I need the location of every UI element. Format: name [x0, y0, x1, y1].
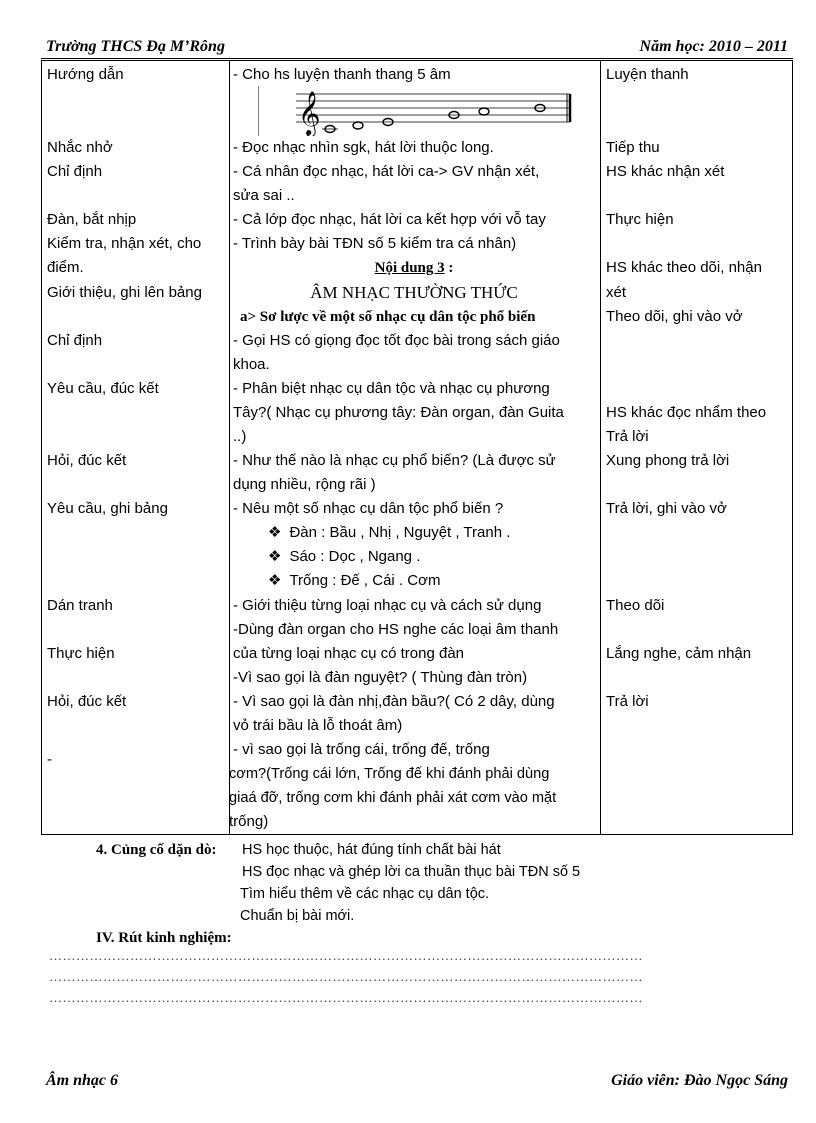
student-activity: Lắng nghe, cảm nhận [606, 645, 752, 662]
teacher-activity: Nhắc nhở [47, 139, 113, 156]
student-activity: HS khác theo dõi, nhận [606, 259, 762, 276]
content-line: - vì sao gọi là trống cái, trống đế, trống [233, 741, 490, 758]
consolidation-line: Tìm hiểu thêm về các nhạc cụ dân tộc. [240, 886, 490, 902]
teacher-activity: Đàn, bắt nhịp [47, 211, 137, 228]
content-line: ..) [233, 428, 247, 445]
dotted-line: …………………………………………………………………………………………………………………… [49, 948, 643, 963]
header-school: Trường THCS Đạ M’Rông [46, 38, 225, 55]
subsection-title: a> Sơ lược về một số nhạc cụ dân tộc phổ biến [240, 309, 536, 325]
column-divider [600, 61, 601, 834]
dotted-line: …………………………………………………………………………………………………………………… [49, 990, 643, 1005]
consolidation-line: Chuẩn bị bài mới. [240, 908, 355, 924]
student-activity: Trả lời [606, 693, 649, 710]
treble-clef-icon: 𝄞 [298, 91, 321, 135]
content-heading [229, 256, 599, 280]
student-activity: Luyện thanh [606, 66, 689, 83]
student-activity: Trả lời, ghi vào vở [606, 500, 727, 517]
content-line: -Dùng đàn organ cho HS nghe các loại âm thanh [233, 621, 559, 638]
content-line: giaá đỡ, trống cơm khi đánh phải xát cơm vào mặt [229, 790, 557, 806]
content-line: - Như thế nào là nhạc cụ phổ biến? (Là được sử [233, 452, 556, 469]
content-line: -Vì sao gọi là đàn nguyệt? ( Thùng đàn tròn) [233, 669, 528, 686]
content-line: khoa. [233, 356, 270, 373]
bullet-item [268, 569, 440, 593]
teacher-activity: Hỏi, đúc kết [47, 452, 127, 469]
teacher-activity: Dán tranh [47, 597, 113, 614]
section-title: ÂM NHẠC THƯỜNG THỨC [310, 283, 518, 302]
footer-teacher: Giáo viên: Đào Ngọc Sáng [611, 1072, 788, 1089]
content-line: - Cho hs luyện thanh thang 5 âm [233, 66, 451, 83]
student-activity: xét [606, 284, 627, 301]
header-rule [41, 58, 793, 59]
content-line: - Gọi HS có giọng đọc tốt đọc bài trong sách giáo [233, 332, 560, 349]
header-year: Năm học: 2010 – 2011 [639, 38, 788, 55]
content-line: cơm?(Trống cái lớn, Trống đế khi đánh phải dùng [229, 766, 550, 782]
note-a [479, 108, 489, 115]
bullet-text: Đàn : Bầu , Nhị , Nguyệt , Tranh . [289, 524, 511, 541]
content-line: - Cá nhân đọc nhạc, hát lời ca-> GV nhận xét, [233, 163, 540, 180]
teacher-activity: Hỏi, đúc kết [47, 693, 127, 710]
content-line: - Cả lớp đọc nhạc, hát lời ca kết hợp với vỗ tay [233, 211, 546, 228]
dotted-line: …………………………………………………………………………………………………………………… [49, 969, 643, 984]
content-line: - Phân biệt nhạc cụ dân tộc và nhạc cụ phương [233, 380, 550, 397]
diamond-bullet-icon: ❖ [268, 572, 282, 589]
content-line: - Giới thiệu từng loại nhạc cụ và cách sử dụng [233, 597, 542, 614]
teacher-activity: Hướng dẫn [47, 66, 124, 83]
bullet-item [268, 521, 510, 545]
teacher-activity: Giới thiệu, ghi lên bảng [47, 284, 202, 301]
content-line: - Vì sao gọi là đàn nhị,đàn bầu?( Có 2 dây, dùng [233, 693, 555, 710]
content-line: của từng loại nhạc cụ có trong đàn [233, 645, 465, 662]
bullet-text: Trống : Đế , Cái . Cơm [289, 572, 441, 589]
consolidation-line: HS đọc nhạc và ghép lời ca thuần thục bài TĐN số 5 [242, 864, 581, 880]
experience-label: IV. Rút kinh nghiệm: [96, 930, 232, 946]
student-activity: HS khác nhận xét [606, 163, 725, 180]
diamond-bullet-icon: ❖ [268, 524, 282, 541]
consolidation-line: HS học thuộc, hát đúng tính chất bài hát [242, 842, 501, 858]
student-activity: Thực hiện [606, 211, 674, 228]
student-activity: HS khác đọc nhẩm theo [606, 404, 767, 421]
teacher-activity: Chỉ định [47, 332, 103, 349]
teacher-activity: - [47, 751, 52, 768]
content-line: trống) [229, 813, 269, 830]
content-line: - Đọc nhạc nhìn sgk, hát lời thuộc long. [233, 139, 494, 156]
teacher-activity: Chỉ định [47, 163, 103, 180]
content-line: dụng nhiều, rộng rãi ) [233, 476, 376, 493]
teacher-activity: Yêu cầu, ghi bảng [47, 500, 168, 517]
student-activity: Tiếp thu [606, 139, 660, 156]
content-line: - Trình bày bài TĐN số 5 kiểm tra cá nhân) [233, 235, 517, 252]
student-activity: Theo dõi [606, 597, 665, 614]
music-staff [258, 86, 573, 136]
content-line: sửa sai .. [233, 187, 295, 204]
content-title-colon: : [444, 260, 454, 276]
content-line: vỏ trái bầu là lỗ thoát âm) [233, 717, 403, 734]
consolidation-label: 4. Củng cố dặn dò: [96, 842, 217, 858]
diamond-bullet-icon: ❖ [268, 548, 282, 565]
footer-subject: Âm nhạc 6 [46, 1072, 119, 1089]
note-d [353, 122, 363, 129]
teacher-activity: Thực hiện [47, 645, 115, 662]
student-activity: Trả lời [606, 428, 649, 445]
teacher-activity: Yêu cầu, đúc kết [47, 380, 159, 397]
student-activity: Xung phong trả lời [606, 452, 730, 469]
teacher-activity: Kiểm tra, nhận xét, cho [47, 235, 202, 252]
content-line: - Nêu một số nhạc cụ dân tộc phổ biến ? [233, 500, 504, 517]
staff-lines [296, 94, 570, 122]
column-divider [229, 61, 230, 834]
content-title: Nội dung 3 [374, 260, 445, 276]
content-line: Tây?( Nhạc cụ phương tây: Đàn organ, đàn Guita [233, 404, 564, 421]
bullet-item [268, 545, 420, 569]
student-activity: Theo dõi, ghi vào vở [606, 308, 743, 325]
teacher-activity: điểm. [47, 259, 84, 276]
bullet-text: Sáo : Dọc , Ngang . [289, 548, 421, 565]
